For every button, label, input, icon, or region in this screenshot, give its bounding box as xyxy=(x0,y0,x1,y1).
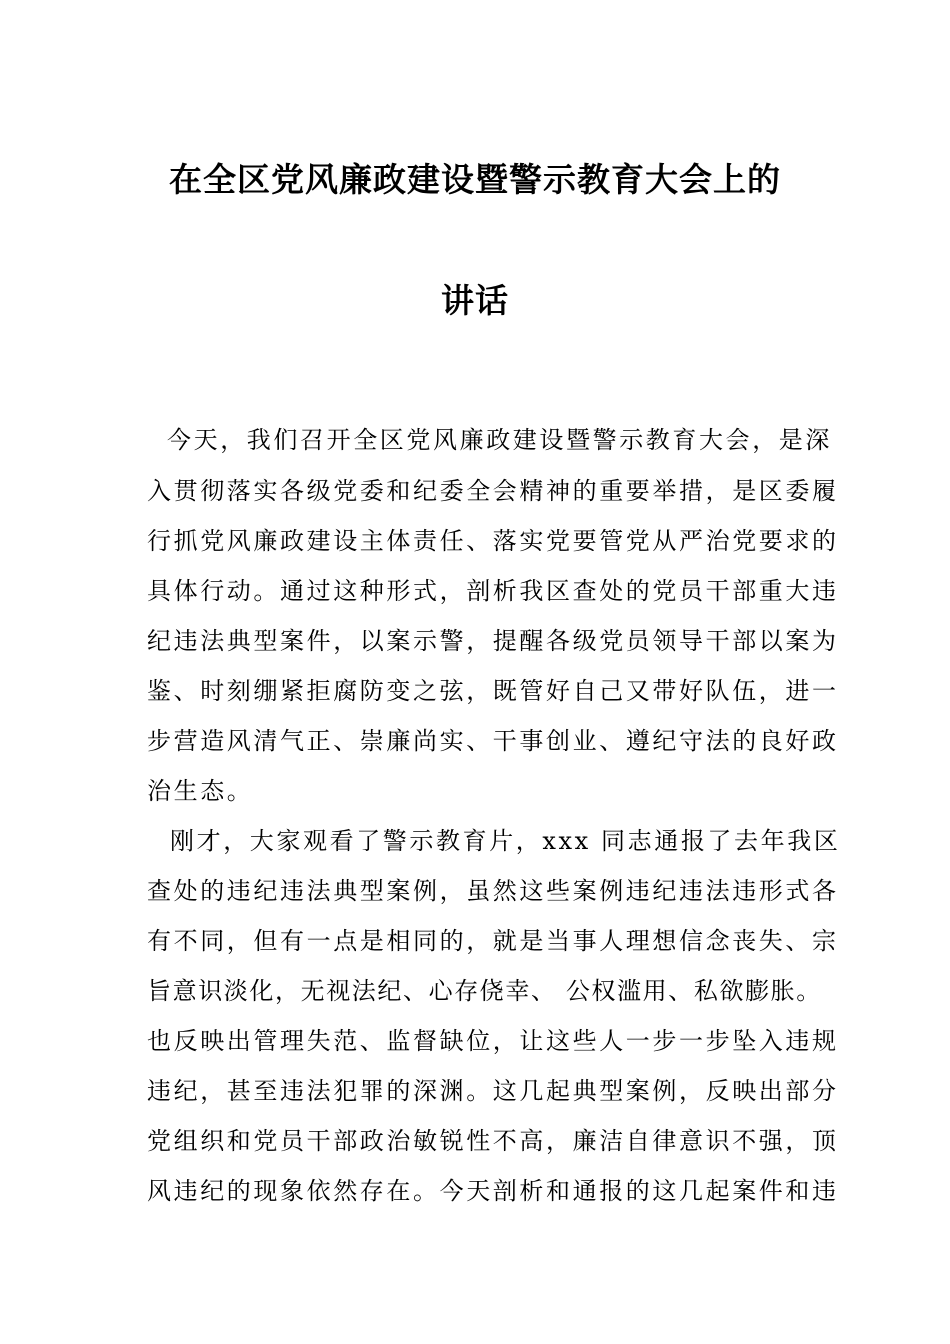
paragraph-2-line-8: 风违纪的现象依然存在。今天剖析和通报的这几起案件和违 xyxy=(147,1177,839,1205)
paragraph-2-line-1: 刚才，大家观看了警示教育片，xxx 同志通报了去年我区 xyxy=(170,827,841,855)
paragraph-1-line-6: 鉴、时刻绷紧拒腐防变之弦，既管好自己又带好队伍，进一 xyxy=(147,677,839,705)
paragraph-1-line-5: 纪违法典型案件，以案示警，提醒各级党员领导干部以案为 xyxy=(147,627,839,655)
paragraph-2-line-2: 查处的违纪违法典型案例，虽然这些案例违纪违法违形式各 xyxy=(147,877,839,905)
paragraph-1-line-7: 步营造风清气正、崇廉尚实、干事创业、遵纪守法的良好政 xyxy=(147,727,839,755)
paragraph-2-line-6: 违纪，甚至违法犯罪的深渊。这几起典型案例，反映出部分 xyxy=(147,1077,839,1105)
paragraph-1-line-2: 入贯彻落实各级党委和纪委全会精神的重要举措，是区委履 xyxy=(147,477,839,505)
paragraph-1-line-1: 今天，我们召开全区党风廉政建设暨警示教育大会，是深 xyxy=(167,426,832,454)
paragraph-1-line-3: 行抓党风廉政建设主体责任、落实党要管党从严治党要求的 xyxy=(147,527,839,555)
paragraph-1-line-4: 具体行动。通过这种形式，剖析我区查处的党员干部重大违 xyxy=(147,577,839,605)
document-title-line-1: 在全区党风廉政建设暨警示教育大会上的 xyxy=(169,160,781,199)
paragraph-2-line-7: 党组织和党员干部政治敏锐性不高，廉洁自律意识不强，顶 xyxy=(147,1127,839,1155)
paragraph-1-line-8: 治生态。 xyxy=(147,777,254,805)
document-title-line-2: 讲话 xyxy=(441,281,509,320)
paragraph-2-line-4: 旨意识淡化，无视法纪、心存侥幸、 公权滥用、私欲膨胀。 xyxy=(147,977,822,1005)
paragraph-2-line-3: 有不同，但有一点是相同的，就是当事人理想信念丧失、宗 xyxy=(147,927,839,955)
paragraph-2-line-5: 也反映出管理失范、监督缺位，让这些人一步一步坠入违规 xyxy=(147,1027,839,1055)
